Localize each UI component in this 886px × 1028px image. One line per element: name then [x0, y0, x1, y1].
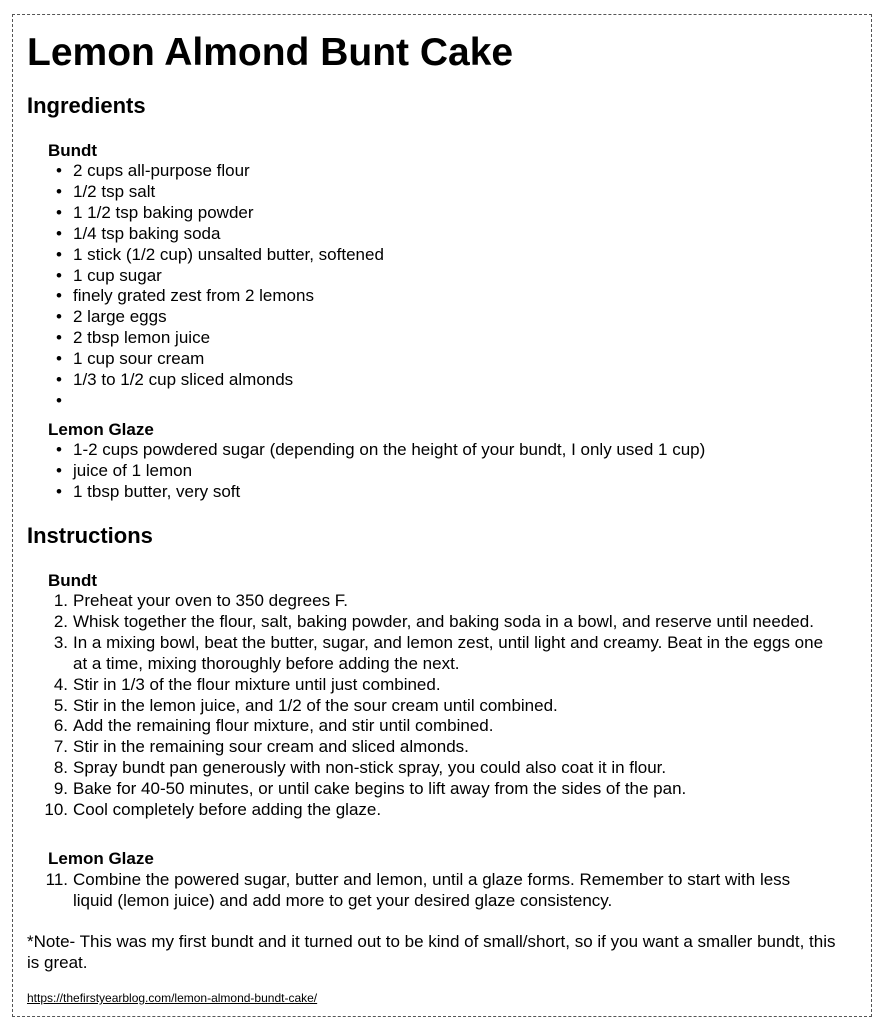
step-item: 10. Cool completely before adding the glaze. — [44, 800, 382, 820]
list-item: • 2 tbsp lemon juice — [13, 328, 384, 349]
ingredients-glaze-list — [13, 440, 705, 503]
step-item: 9. Bake for 40-50 minutes, or until cake begins to lift away from the sides of the pan. — [53, 779, 687, 799]
list-item: • 1 stick (1/2 cup) unsalted butter, softened — [13, 245, 384, 266]
list-item: • juice of 1 lemon — [13, 461, 705, 482]
list-item: • 1 cup sugar — [13, 266, 384, 287]
list-item: • 2 large eggs — [13, 307, 384, 328]
list-item: • 1/2 tsp salt — [13, 182, 384, 203]
step-item: 1. Preheat your oven to 350 degrees F. — [53, 591, 349, 610]
list-item: • 1 tbsp butter, very soft — [13, 482, 705, 503]
ingredients-bundt-list — [13, 161, 384, 412]
step-item: 4. Stir in 1/3 of the flour mixture until just combined. — [53, 674, 441, 694]
list-item: • 1/3 to 1/2 cup sliced almonds — [13, 370, 384, 391]
instructions-bundt-heading: Bundt — [48, 571, 98, 590]
step-item: 5. Stir in the lemon juice, and 1/2 of the sour cream until combined. — [53, 695, 558, 715]
step-item: 3. In a mixing bowl, beat the butter, sugar, and lemon zest, until light and creamy. Beat in the eggs one at a time, mixing thoroughly before adding the next. — [53, 632, 824, 673]
list-item: • finely grated zest from 2 lemons — [13, 286, 384, 307]
list-item: • 1 cup sour cream — [13, 349, 384, 370]
recipe-card — [12, 14, 872, 1017]
list-item: • 1-2 cups powdered sugar (depending on the height of your bundt, I only used 1 cup) — [13, 440, 705, 461]
list-item: • 1 1/2 tsp baking powder — [13, 203, 384, 224]
recipe-title: Lemon Almond Bunt Cake — [27, 31, 514, 74]
step-item: 2. Whisk together the flour, salt, baking powder, and baking soda in a bowl, and reserve until needed. — [53, 611, 814, 631]
ingredients-glaze-heading: Lemon Glaze — [48, 420, 154, 439]
recipe-note: *Note- This was my first bundt and it turned out to be kind of small/short, so if you want a smaller bundt, this is great. — [27, 932, 836, 972]
list-item: • 1/4 tsp baking soda — [13, 224, 384, 245]
list-item: • 2 cups all-purpose flour — [13, 161, 384, 182]
step-item: 7. Stir in the remaining sour cream and sliced almonds. — [53, 737, 469, 757]
instructions-glaze-steps — [13, 870, 833, 912]
step-item: 8. Spray bundt pan generously with non-stick spray, you could also coat it in flour. — [53, 758, 667, 778]
instructions-glaze-heading: Lemon Glaze — [48, 849, 154, 868]
step-item: 6. Add the remaining flour mixture, and stir until combined. — [53, 716, 494, 736]
list-item — [13, 391, 384, 412]
instructions-bundt-steps — [13, 591, 833, 821]
step-item: 11. Combine the powered sugar, butter and lemon, until a glaze forms. Remember to start with less liquid (lemon juice) and add more to get your desired glaze consistency. — [45, 870, 791, 910]
ingredients-bundt-heading: Bundt — [48, 141, 98, 160]
instructions-heading: Instructions — [27, 523, 153, 548]
source-link[interactable]: https://thefirstyearblog.com/lemon-almond-bundt-cake/ — [27, 991, 318, 1005]
ingredients-heading: Ingredients — [27, 93, 146, 118]
